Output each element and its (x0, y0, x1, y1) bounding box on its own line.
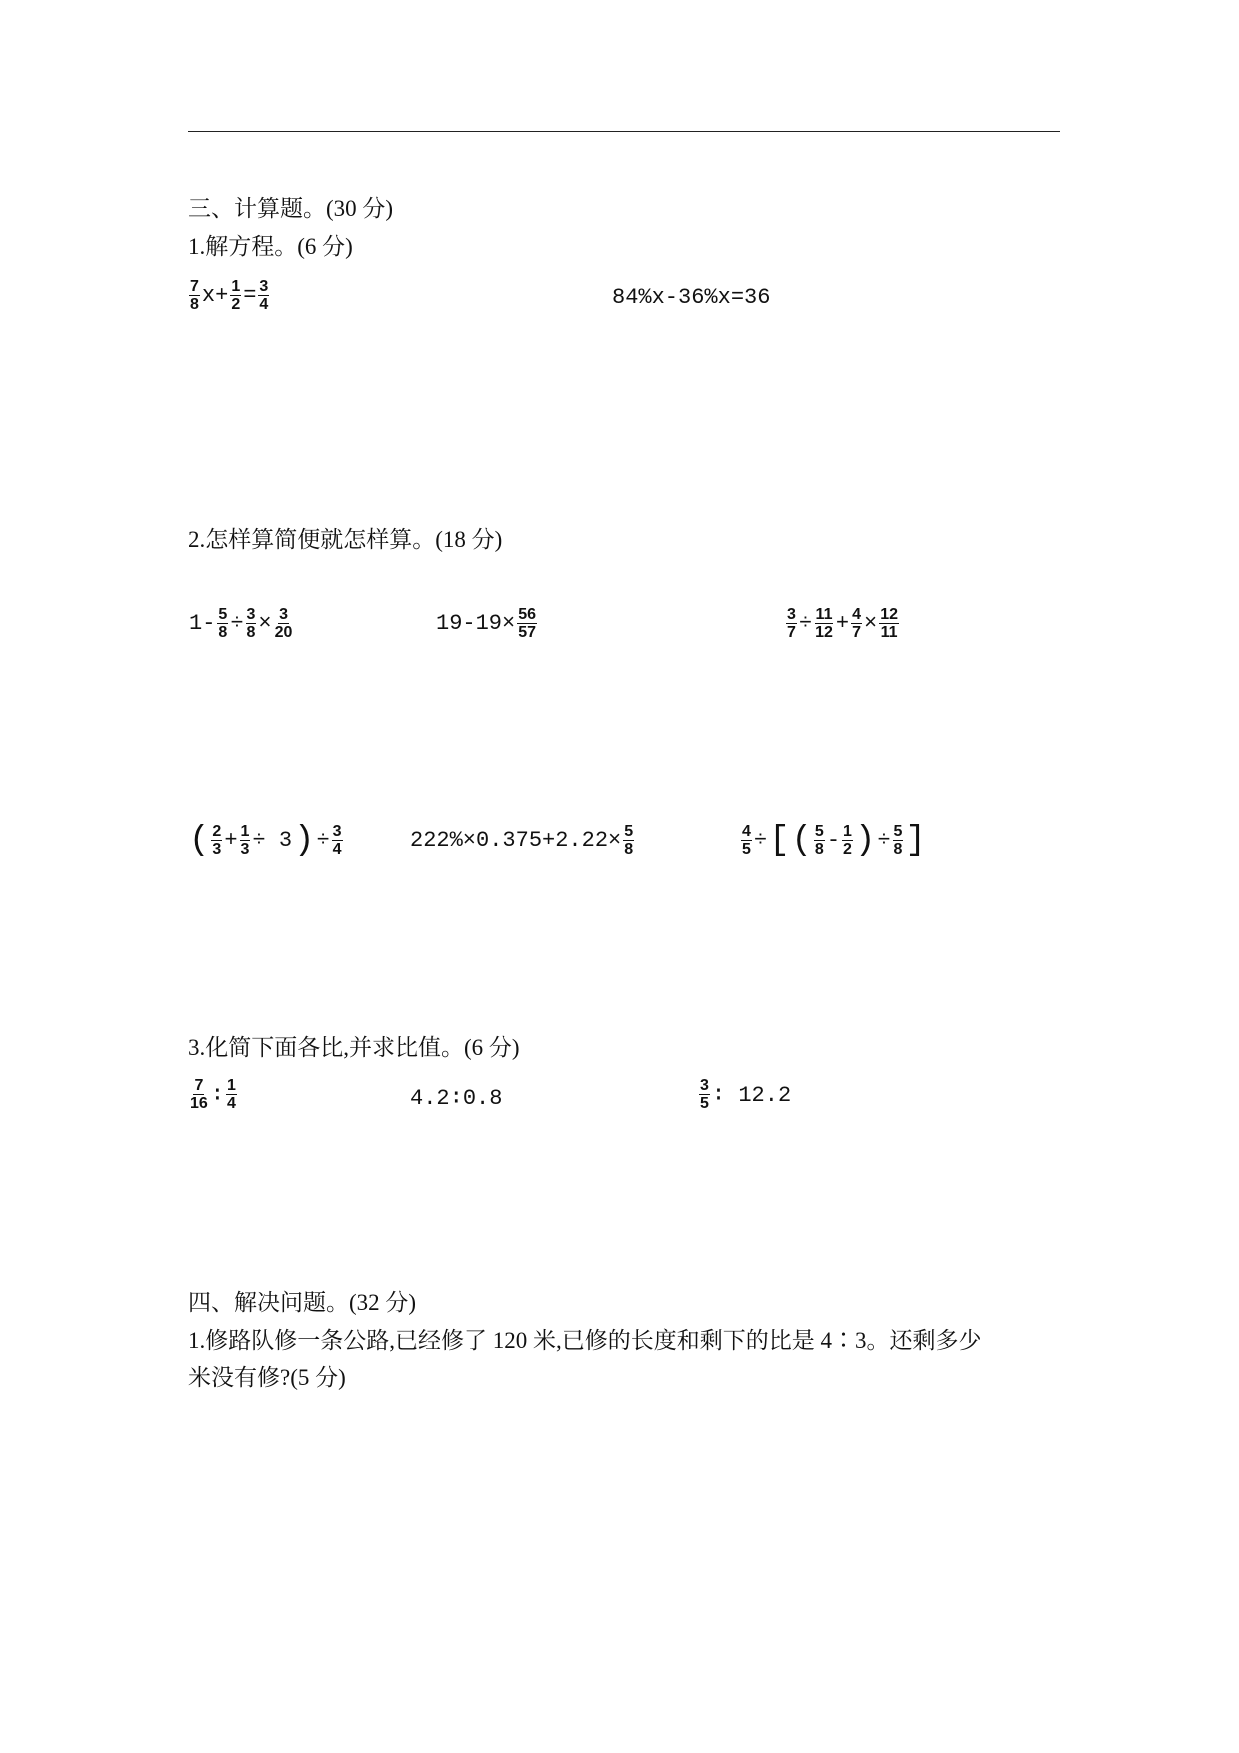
equation-1 (188, 278, 270, 313)
numerator: 3 (279, 606, 288, 623)
header-rule (188, 131, 1060, 132)
ratio-2 (409, 1085, 503, 1111)
expression-text: × (864, 611, 878, 636)
expression-text: = (243, 283, 257, 308)
fraction (189, 278, 200, 313)
denominator: 8 (190, 296, 199, 313)
numerator: 5 (624, 823, 634, 840)
denominator: 12 (815, 624, 833, 641)
bracket: [ (769, 821, 790, 860)
numerator: 3 (246, 606, 256, 623)
numerator: 1 (231, 278, 241, 295)
expression-text: ÷ 3 (252, 828, 293, 853)
expression-text: 1- (189, 611, 216, 636)
fraction (230, 278, 241, 313)
denominator: 20 (274, 624, 293, 641)
fraction (741, 823, 752, 858)
fraction (623, 823, 634, 858)
denominator: 2 (231, 296, 241, 313)
denominator: 3 (240, 841, 250, 858)
denominator: 7 (787, 624, 796, 641)
numerator: 3 (787, 606, 796, 623)
denominator: 57 (518, 624, 537, 641)
fraction (842, 823, 853, 858)
expression-text: ÷ (753, 828, 768, 853)
fraction (211, 823, 222, 858)
numerator: 2 (212, 823, 222, 840)
fraction (189, 1077, 209, 1112)
numerator: 5 (893, 823, 903, 840)
problem-1-line-2: 米没有修?(5 分) (188, 1365, 346, 1390)
fraction (217, 606, 228, 641)
numerator: 1 (240, 823, 250, 840)
numerator: 1 (227, 1077, 236, 1094)
fraction (814, 823, 825, 858)
denominator: 2 (843, 841, 852, 858)
expression-text: × (258, 611, 272, 636)
expression-text: + (835, 611, 850, 636)
problem-1-line-1: 1.修路队修一条公路,已经修了 120 米,已修的长度和剩下的比是 4∶3。还剩多少 (188, 1328, 982, 1353)
fraction (893, 823, 904, 858)
fraction (226, 1077, 237, 1112)
q2-title: 2.怎样算简便就怎样算。(18 分) (188, 527, 503, 552)
expression-text: ÷ (230, 611, 244, 636)
expression-text: - (826, 828, 841, 853)
expression-text: 222%×0.375+2.22× (410, 828, 622, 853)
calc-4 (188, 823, 344, 858)
q3-title: 3.化简下面各比,并求比值。(6 分) (188, 1035, 520, 1060)
fraction (274, 606, 294, 641)
section-3-title: 三、计算题。(30 分) (188, 196, 394, 221)
denominator: 3 (212, 841, 222, 858)
numerator: 56 (518, 606, 537, 623)
bracket: ) (854, 821, 876, 860)
fraction (814, 606, 834, 641)
denominator: 8 (893, 841, 903, 858)
expression-text: x+ (201, 283, 229, 308)
bracket: ) (294, 821, 315, 860)
equation-2 (611, 285, 771, 310)
numerator: 3 (700, 1077, 709, 1094)
denominator: 8 (246, 624, 256, 641)
expression-text: + (224, 828, 238, 853)
numerator: 4 (852, 606, 862, 623)
q1-title: 1.解方程。(6 分) (188, 234, 353, 259)
numerator: 5 (814, 823, 824, 840)
bracket: ( (189, 821, 210, 860)
denominator: 5 (700, 1095, 709, 1112)
fraction (879, 606, 899, 641)
fraction (246, 606, 257, 641)
bracket: ] (905, 821, 926, 860)
numerator: 7 (190, 278, 199, 295)
numerator: 3 (259, 278, 269, 295)
calc-1 (188, 606, 294, 641)
denominator: 8 (624, 841, 634, 858)
numerator: 11 (815, 606, 833, 623)
expression-text: 19-19× (436, 611, 516, 636)
fraction (258, 278, 269, 313)
numerator: 12 (880, 606, 899, 623)
numerator: 3 (332, 823, 342, 840)
numerator: 4 (742, 823, 751, 840)
denominator: 11 (880, 624, 898, 641)
calc-6 (740, 823, 927, 858)
expression-text: ÷ (798, 611, 813, 636)
expression-text: ∶ (210, 1082, 225, 1108)
expression-text: 84%x-36%x=36 (612, 285, 771, 310)
denominator: 8 (218, 624, 228, 641)
expression-text: ÷ (316, 828, 330, 853)
expression-text: ÷ (877, 828, 891, 853)
numerator: 7 (194, 1077, 204, 1094)
denominator: 8 (814, 841, 824, 858)
denominator: 7 (852, 624, 862, 641)
fraction (517, 606, 537, 641)
denominator: 16 (190, 1095, 208, 1112)
ratio-1 (188, 1077, 238, 1112)
fraction (240, 823, 251, 858)
denominator: 5 (742, 841, 751, 858)
fraction (699, 1077, 710, 1112)
fraction (332, 823, 343, 858)
denominator: 4 (332, 841, 342, 858)
numerator: 5 (218, 606, 228, 623)
ratio-3 (698, 1077, 792, 1112)
section-4-title: 四、解决问题。(32 分) (188, 1290, 417, 1315)
denominator: 4 (259, 296, 269, 313)
expression-text: 4.2∶0.8 (410, 1086, 503, 1111)
fraction (851, 606, 862, 641)
calc-2 (435, 606, 538, 641)
denominator: 4 (227, 1095, 236, 1112)
fraction (786, 606, 797, 641)
calc-3 (785, 606, 900, 641)
expression-text: ∶ 12.2 (711, 1082, 792, 1108)
calc-5 (409, 823, 635, 858)
bracket: ( (791, 821, 812, 860)
numerator: 1 (843, 823, 852, 840)
